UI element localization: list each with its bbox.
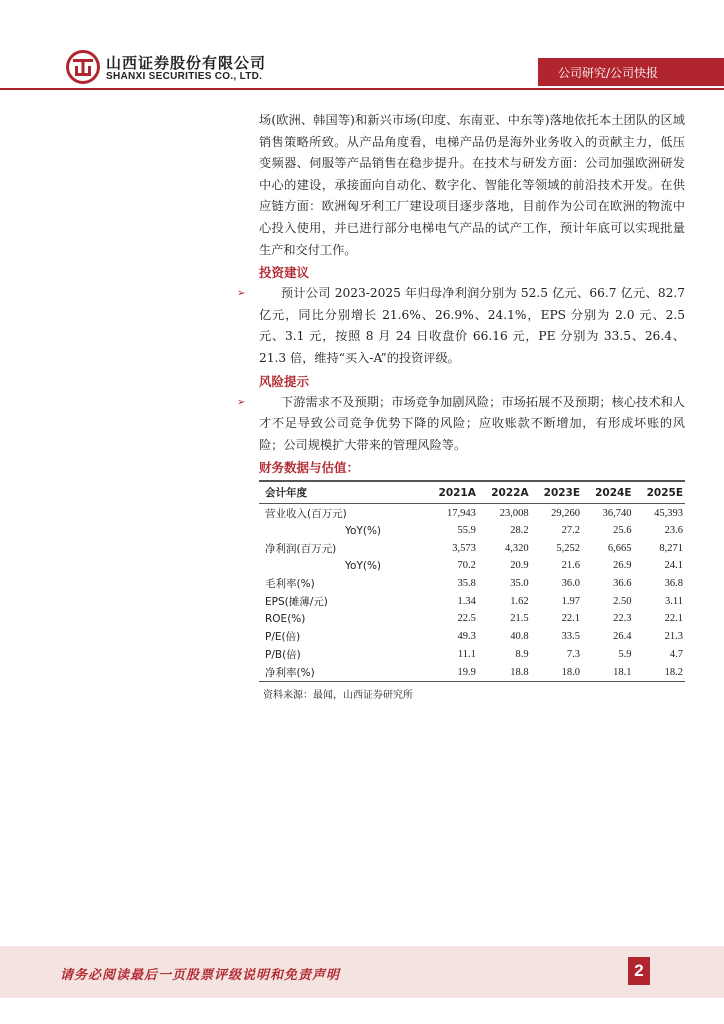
table-cell: 7.3 — [566, 648, 581, 660]
table-cell: 36.8 — [664, 577, 683, 589]
table-cell: 24.1 — [664, 560, 683, 572]
table-row — [259, 592, 685, 610]
table-cell: 70.2 — [457, 560, 476, 572]
table-cell: 1.97 — [561, 595, 581, 607]
table-cell: 35.8 — [457, 577, 476, 589]
row-label: 净利润(百万元) — [265, 542, 337, 555]
company-name-cn: 山西证券股份有限公司 — [106, 54, 267, 72]
row-label: YoY(%) — [345, 524, 382, 537]
table-cell: 40.8 — [510, 630, 529, 642]
table-row — [259, 663, 685, 682]
table-cell: 11.1 — [457, 648, 476, 660]
row-label: P/E(倍) — [265, 630, 301, 643]
row-label: P/B(倍) — [265, 648, 301, 661]
table-cell: 3.11 — [665, 595, 683, 607]
footer-disclaimer: 请务必阅读最后一页股票评级说明和免责声明 — [60, 968, 341, 983]
table-cell: 21.5 — [510, 613, 529, 625]
invest-section-title: 投资建议 — [259, 265, 310, 281]
table-cell: 19.9 — [425, 663, 478, 682]
table-cell: 29,260 — [551, 507, 581, 519]
table-row — [259, 574, 685, 592]
table-body — [259, 504, 685, 682]
table-cell: 36,740 — [602, 507, 632, 519]
page-number: 2 — [628, 957, 650, 985]
table-cell: 36.6 — [613, 577, 632, 589]
table-row — [259, 522, 685, 539]
report-type-band — [538, 58, 724, 86]
invest-paragraph — [237, 283, 685, 369]
table-cell: 18.1 — [582, 663, 633, 682]
table-header-cell: 2023E — [531, 481, 582, 504]
table-cell: 28.2 — [510, 525, 529, 537]
table-cell: 26.4 — [613, 630, 632, 642]
table-cell: 49.3 — [457, 630, 476, 642]
table-cell: 2.50 — [613, 595, 632, 607]
table-cell: 22.1 — [561, 613, 581, 625]
table-cell: 18.2 — [634, 663, 686, 682]
table-cell: 8.9 — [515, 648, 529, 660]
row-label: 毛利率(%) — [265, 577, 315, 590]
table-cell: 18.0 — [531, 663, 582, 682]
table-row — [259, 645, 685, 663]
risk-section-title: 风险提示 — [259, 373, 310, 389]
table-row — [259, 539, 685, 557]
table-header-row — [259, 481, 685, 504]
table-cell: 5,252 — [556, 542, 581, 554]
table-cell: 22.5 — [457, 613, 476, 625]
table-row — [259, 557, 685, 574]
table-row — [259, 610, 685, 627]
row-label: 营业收入(百万元) — [265, 507, 347, 520]
risk-paragraph — [237, 392, 685, 457]
company-name-en: SHANXI SECURITIES CO., LTD. — [106, 71, 263, 82]
financial-table — [259, 480, 685, 682]
table-cell: 25.6 — [613, 525, 632, 537]
table-cell: 8,271 — [659, 542, 683, 554]
risk-text: 下游需求不及预期；市场竞争加剧风险；市场拓展不及预期；核心技术和人才不足导致公司竞争优势下降的风险；应收账款不断增加，有形成坏账的风险；公司规模扩大带来的管理风险等。 — [259, 394, 685, 452]
company-logo-icon — [66, 50, 100, 84]
table-cell: 20.9 — [510, 560, 529, 572]
table-cell: 21.6 — [561, 560, 581, 572]
row-label: EPS(摊薄/元) — [265, 595, 328, 608]
table-header-cell: 2021A — [425, 481, 478, 504]
table-cell: 1.34 — [457, 595, 476, 607]
table-cell: 4.7 — [669, 648, 683, 660]
table-cell: 6,665 — [607, 542, 632, 554]
table-row — [259, 504, 685, 523]
table-source-note: 资料来源：最闻，山西证券研究所 — [263, 690, 413, 702]
table-cell: 55.9 — [457, 525, 476, 537]
bullet-arrow-icon: ➢ — [237, 396, 246, 408]
table-cell: 23,008 — [499, 507, 529, 519]
table-cell: 21.3 — [664, 630, 683, 642]
table-cell: 5.9 — [618, 648, 632, 660]
table-cell: 18.8 — [478, 663, 531, 682]
table-cell: 26.9 — [613, 560, 632, 572]
row-label: 净利率(%) — [259, 663, 425, 682]
invest-text: 预计公司 2023-2025 年归母净利润分别为 52.5 亿元、66.7 亿元、82.7 亿元，同比分别增长 21.6%、26.9%、24.1%，EPS 分别为 2.0 元、2.5 元、3.1 元，按照 8 月 24 日收盘价 66.16 元，PE 分别为 33.5、26.4、21.3 倍，维持“买入-A”的投资评级。 — [259, 286, 685, 365]
page-header — [0, 0, 724, 96]
intro-paragraph: 场(欧洲、韩国等)和新兴市场(印度、东南亚、中东等)落地依托本土团队的区域销售策略所致。从产品角度看，电梯产品仍是海外业务收入的贡献主力，低压变频器、伺服等产品销售在稳步提升。在技术与研发方面：公司加强欧洲研发中心的建设，承接面向自动化、数字化、智能化等领域的前沿技术开发。在供应链方面：欧洲匈牙利工厂建设项目逐步落地，目前作为公司在欧洲的物流中心投入使用，并已进行部分电梯电气产品的试产工作，预计年底可以实现批量生产和交付工作。 — [259, 113, 685, 257]
table-header-cell: 2022A — [478, 481, 531, 504]
table-cell: 17,943 — [447, 507, 476, 519]
table-cell: 35.0 — [510, 577, 529, 589]
page-footer — [0, 946, 724, 998]
table-section-title: 财务数据与估值： — [259, 460, 360, 476]
table-cell: 4,320 — [504, 542, 529, 554]
table-cell: 1.62 — [510, 595, 529, 607]
table-header-cell: 2024E — [582, 481, 633, 504]
bullet-arrow-icon: ➢ — [237, 288, 246, 300]
table-cell: 23.6 — [664, 525, 683, 537]
table-cell: 3,573 — [452, 542, 476, 554]
table-cell: 36.0 — [561, 577, 581, 589]
table-cell: 27.2 — [561, 525, 581, 537]
table-cell: 22.1 — [664, 613, 683, 625]
main-content — [237, 110, 685, 702]
row-label: YoY(%) — [345, 559, 382, 572]
table-cell: 22.3 — [613, 613, 632, 625]
table-row — [259, 627, 685, 645]
table-cell: 33.5 — [561, 630, 581, 642]
table-header-cell: 会计年度 — [259, 481, 425, 504]
header-divider — [0, 88, 724, 90]
table-header-cell: 2025E — [634, 481, 686, 504]
row-label: ROE(%) — [265, 612, 306, 625]
table-cell: 45,393 — [654, 507, 683, 519]
report-type: 公司研究/公司快报 — [558, 66, 659, 80]
